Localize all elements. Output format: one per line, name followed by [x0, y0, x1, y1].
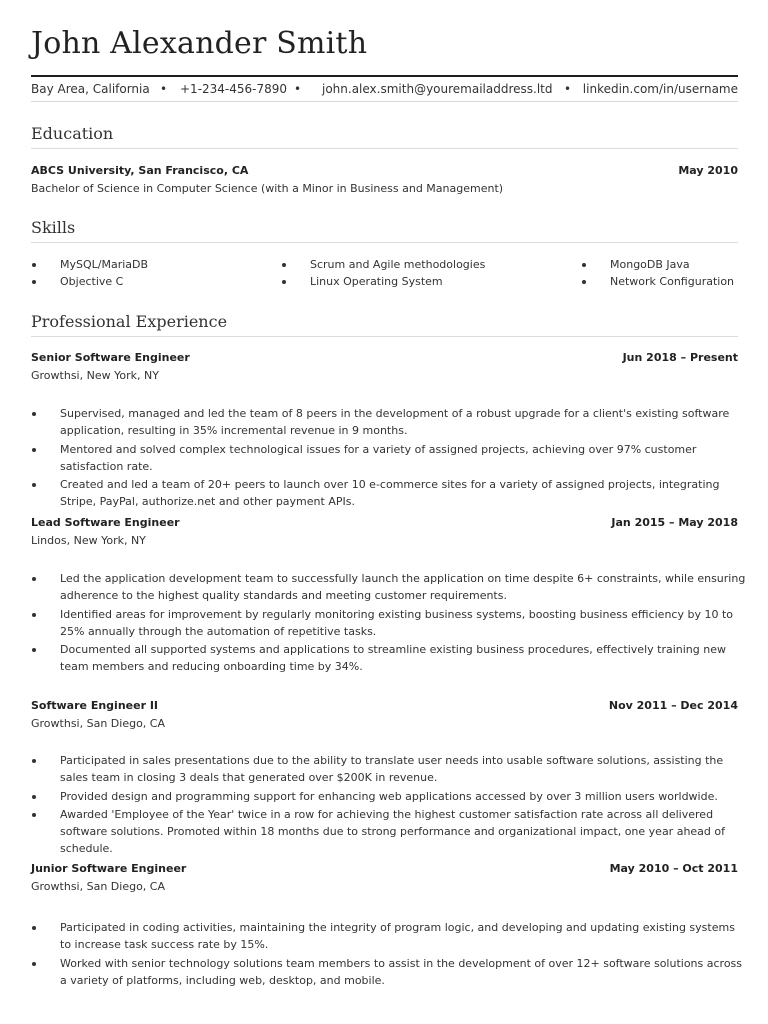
- job-date: Jun 2018 – Present: [622, 351, 738, 364]
- contact-separator: •: [160, 82, 168, 96]
- job-bullet: Created and led a team of 20+ peers to launch over 10 e-commerce sites for a variety of assigned projects, integrating Stripe, PayPal, authorize.net and other payment APIs.: [31, 476, 748, 510]
- job-bullet: Provided design and programming support for enhancing web applications accessed by over 3 million users worldwide.: [31, 788, 748, 805]
- job-company: Growthsi, New York, NY: [31, 369, 159, 382]
- education-heading: Education: [31, 124, 738, 149]
- skills-heading: Skills: [31, 218, 738, 243]
- education-row: [31, 164, 738, 180]
- job-role: Software Engineer II: [31, 699, 159, 712]
- experience-heading: Professional Experience: [31, 312, 738, 337]
- education-degree: Bachelor of Science in Computer Science (with a Minor in Business and Management): [31, 182, 504, 195]
- job-header: [31, 351, 738, 367]
- job-bullets: [31, 570, 748, 677]
- skill-item: Network Configuration: [610, 275, 735, 288]
- job-header: [31, 862, 738, 878]
- job-role: Lead Software Engineer: [31, 516, 180, 529]
- job-bullet: Supervised, managed and led the team of 8 peers in the development of a robust upgrade for a client's existing software application, resulting in 35% incremental revenue in 9 months.: [31, 405, 748, 439]
- job-header: [31, 516, 738, 532]
- skill-item: MongoDB Java: [610, 258, 690, 271]
- skill-item: Linux Operating System: [310, 275, 443, 288]
- job-bullet: Awarded 'Employee of the Year' twice in a row for achieving the highest customer satisfaction rate across all delivered software solutions. Promoted within 18 months due to strong performance and organizational impact, one year ahead of schedule.: [31, 806, 748, 857]
- skill-item: MySQL/MariaDB: [60, 258, 149, 271]
- skill-item: Objective C: [60, 275, 124, 288]
- job-role: Senior Software Engineer: [31, 351, 190, 364]
- job-bullet: Mentored and solved complex technological issues for a variety of assigned projects, achieving over 97% customer satisfaction rate.: [31, 441, 748, 475]
- job-bullet: Identified areas for improvement by regularly monitoring existing business systems, boosting business efficiency by 10 to 25% annually through the automation of repetitive tasks.: [31, 606, 748, 640]
- job-bullet: Documented all supported systems and applications to streamline existing business procedures, effectively training new team members and reducing onboarding time by 34%.: [31, 641, 748, 675]
- job-bullets: [31, 405, 748, 512]
- contact-location: Bay Area, California: [31, 82, 150, 96]
- job-bullet: Participated in coding activities, maintaining the integrity of program logic, and developing and updating existing systems to increase task success rate by 15%.: [31, 919, 748, 953]
- contact-separator: •: [294, 82, 302, 96]
- contact-linkedin: linkedin.com/in/username: [582, 82, 738, 96]
- job-company: Lindos, New York, NY: [31, 534, 146, 547]
- job-date: Nov 2011 – Dec 2014: [608, 699, 738, 712]
- job-bullet: Worked with senior technology solutions team members to assist in the development of over 12+ software solutions across a variety of platforms, including web, desktop, and mobile.: [31, 955, 748, 989]
- contact-email: john.alex.smith@youremailaddress.ltd: [322, 82, 553, 96]
- job-date: May 2010 – Oct 2011: [609, 862, 738, 875]
- job-company: Growthsi, San Diego, CA: [31, 880, 165, 893]
- education-school: ABCS University, San Francisco, CA: [31, 164, 249, 177]
- job-role: Junior Software Engineer: [31, 862, 187, 875]
- job-bullet: Participated in sales presentations due to the ability to translate user needs into usable software solutions, assisting the sales team in closing 3 deals that generated over $200K in revenue.: [31, 752, 748, 786]
- job-company: Growthsi, San Diego, CA: [31, 717, 165, 730]
- job-bullets: [31, 752, 748, 859]
- contact-bar: [31, 75, 738, 102]
- job-date: Jan 2015 – May 2018: [611, 516, 738, 529]
- job-header: [31, 699, 738, 715]
- job-bullet: Led the application development team to successfully launch the application on time despite 6+ constraints, while ensuring adherence to the highest quality standards and meeting customer requirements.: [31, 570, 748, 604]
- contact-phone: +1-234-456-7890: [180, 82, 288, 96]
- skill-item: Scrum and Agile methodologies: [310, 258, 486, 271]
- education-date: May 2010: [678, 164, 738, 177]
- candidate-name: John Alexander Smith: [31, 26, 368, 61]
- contact-separator: •: [564, 82, 572, 96]
- job-bullets: [31, 919, 748, 990]
